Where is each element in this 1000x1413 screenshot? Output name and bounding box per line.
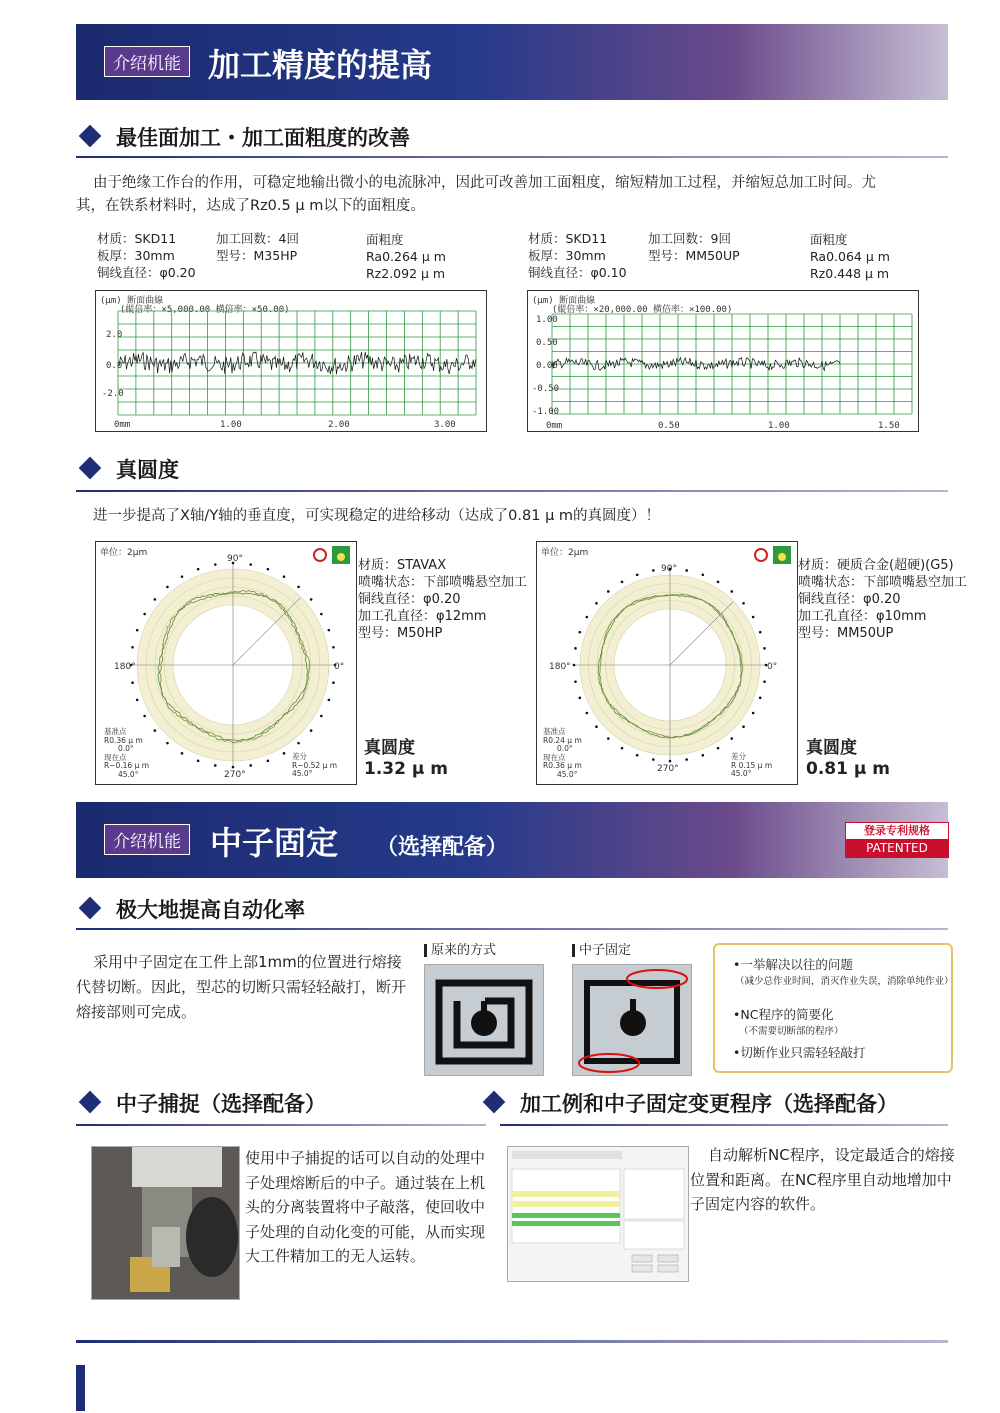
reference-point: 基准点 R0.24 μ m 0.0° 现在点 R0.36 μ m 45.0° xyxy=(543,727,582,779)
spec-right-2: 加工回数：9回 型号：MM50UP xyxy=(648,231,740,263)
core-diagram-icon xyxy=(425,965,543,1075)
section-paragraph: 由于绝缘工作台的作用，可稳定地输出微小的电流脉冲，因此可改善加工面粗度，缩短精加工过程，并缩短总加工时间。尤其，在铁系材料时，达成了Rz0.5 μ m以下的面粗度。 xyxy=(76,175,876,214)
angle-label: 270° xyxy=(657,764,679,774)
diamond-icon xyxy=(79,1091,102,1114)
section-surface-roughness xyxy=(76,120,948,154)
xtick: 0.50 xyxy=(658,421,680,431)
angle-tick xyxy=(297,742,300,745)
angle-tick xyxy=(685,569,688,572)
angle-tick xyxy=(310,598,313,601)
banner-tag: 介绍机能 xyxy=(104,824,190,855)
conventional-method-image xyxy=(424,964,544,1076)
angle-tick xyxy=(636,573,639,576)
angle-tick xyxy=(573,664,576,667)
angle-tick xyxy=(702,754,705,757)
angle-tick xyxy=(320,715,323,718)
angle-tick xyxy=(685,758,688,761)
section-core-catch xyxy=(76,1086,456,1120)
angle-tick xyxy=(636,754,639,757)
section-title: 最佳面加工・加工面粗度的改善 xyxy=(116,126,410,150)
section-title: 加工例和中子固定变更程序（选择配备） xyxy=(520,1092,898,1116)
machine-photo-icon xyxy=(92,1147,239,1299)
status-lamp xyxy=(337,553,345,561)
status-lamp xyxy=(778,553,786,561)
section-title: 中子捕捉（选择配备） xyxy=(116,1092,326,1116)
angle-tick xyxy=(752,712,755,715)
angle-tick xyxy=(752,616,755,619)
roundness-value-left: 真圆度 1.32 μ m xyxy=(364,738,449,779)
angle-tick xyxy=(669,760,672,763)
angle-tick xyxy=(652,569,655,572)
patent-badge: 登录专利规格 PATENTED xyxy=(845,822,949,858)
chart-header: (μm) 断面曲線 xyxy=(532,296,596,306)
angle-tick xyxy=(717,747,720,750)
angle-tick xyxy=(232,766,235,769)
angle-tick xyxy=(742,602,745,605)
spec-left: 材质：SKD11 板厚：30mm 铜线直径：φ0.20 xyxy=(97,231,196,280)
angle-tick xyxy=(143,613,146,616)
section-automation xyxy=(76,892,948,926)
difference: 差分 R−0.52 μ m 45.0° xyxy=(292,752,338,778)
roughness-chart-right xyxy=(527,290,919,432)
angle-tick xyxy=(586,712,589,715)
ytick: -1.00 xyxy=(532,407,560,417)
angle-tick xyxy=(249,563,252,566)
ytick: 1.00 xyxy=(536,315,558,325)
angle-tick xyxy=(181,752,184,755)
angle-label: 90° xyxy=(227,554,243,564)
chart-header-2: (縦倍率：×5,000.00 横倍率：×50.00) xyxy=(120,305,290,315)
xtick: 0mm xyxy=(114,420,131,430)
roughness-chart-left xyxy=(95,290,487,432)
unit-label: 单位：2μm xyxy=(541,548,589,558)
xtick: 2.00 xyxy=(328,420,350,430)
angle-tick xyxy=(214,764,217,767)
ytick: 0.0 xyxy=(106,361,123,371)
angle-tick xyxy=(328,629,331,632)
xtick: 3.00 xyxy=(434,420,456,430)
banner-title: 加工精度的提高 xyxy=(208,46,433,84)
angle-tick xyxy=(730,737,733,740)
section-title: 极大地提高自动化率 xyxy=(116,898,305,922)
software-window-icon xyxy=(508,1147,688,1281)
angle-tick xyxy=(763,647,766,650)
angle-tick xyxy=(595,725,598,728)
angle-tick xyxy=(136,699,139,702)
xtick: 1.50 xyxy=(878,421,900,431)
banner-core-fix xyxy=(76,802,948,878)
roughness-left: 面粗度 Ra0.264 μ m Rz2.092 μ m xyxy=(366,232,446,281)
section-roundness xyxy=(76,452,948,486)
angle-tick xyxy=(730,590,733,593)
angle-tick xyxy=(621,747,624,750)
ytick: 0.00 xyxy=(536,361,558,371)
roundness-spec-left: 材质：STAVAX 喷嘴状态：下部喷嘴悬空加工 铜线直径：φ0.20 加工孔直径：φ12mm 型号：M50HP xyxy=(358,558,528,641)
chart-header-2: (縦倍率：×20,000.00 横倍率：×100.00) xyxy=(552,305,733,315)
roughness-trace-right xyxy=(528,291,918,431)
section-rule xyxy=(76,156,948,158)
image-label: 原来的方式 xyxy=(424,942,496,959)
angle-tick xyxy=(742,725,745,728)
banner-precision xyxy=(76,24,948,100)
section-title: 真圆度 xyxy=(116,458,179,482)
target-icon xyxy=(755,549,767,561)
angle-tick xyxy=(154,598,157,601)
angle-tick xyxy=(578,697,581,700)
angle-tick xyxy=(607,737,610,740)
angle-label: 270° xyxy=(224,770,246,780)
difference: 差分 R 0.15 μ m 45.0° xyxy=(731,752,773,778)
xtick: 1.00 xyxy=(768,421,790,431)
angle-tick xyxy=(154,729,157,732)
angle-tick xyxy=(131,646,134,649)
xtick: 1.00 xyxy=(220,420,242,430)
angle-tick xyxy=(267,568,270,571)
angle-tick xyxy=(267,760,270,763)
software-screenshot xyxy=(507,1146,689,1282)
ytick: -0.50 xyxy=(532,384,560,394)
angle-tick xyxy=(332,681,335,684)
chart-header: (μm) 断面曲線 xyxy=(100,296,164,306)
angle-tick xyxy=(759,697,762,700)
angle-tick xyxy=(328,699,331,702)
angle-tick xyxy=(574,647,577,650)
angle-tick xyxy=(763,680,766,683)
section-paragraph: 使用中子捕捉的话可以自动的处理中子处理熔断后的中子。通过装在上机头的分离装置将中子敲落，使回收中子处理的自动化变的可能，从而实现大工件精加工的无人运转。 xyxy=(245,1149,486,1265)
angle-tick xyxy=(717,581,720,584)
section-paragraph: 进一步提高了X轴/Y轴的垂直度，可实现稳定的进给移动（达成了0.81 μ m的真圆度）！ xyxy=(93,508,661,524)
roundness-value-right: 真圆度 0.81 μ m xyxy=(806,738,891,779)
roundness-spec-right: 材质：硬质合金(超硬)(G5) 喷嘴状态：下部喷嘴悬空加工 铜线直径：φ0.20 加工孔直径：φ10mm 型号：MM50UP xyxy=(798,558,968,641)
section-program xyxy=(480,1086,950,1120)
angle-tick xyxy=(607,590,610,593)
angle-tick xyxy=(332,646,335,649)
diamond-icon xyxy=(79,125,102,148)
ytick: -2.0 xyxy=(102,389,124,399)
spec-right: 材质：SKD11 板厚：30mm 铜线直径：φ0.10 xyxy=(528,231,627,280)
angle-tick xyxy=(283,575,286,578)
angle-tick xyxy=(621,581,624,584)
angle-tick xyxy=(143,715,146,718)
section-rule xyxy=(76,490,948,492)
target-icon xyxy=(314,549,326,561)
angle-label: 90° xyxy=(661,564,677,574)
section-rule xyxy=(76,1124,486,1126)
angle-tick xyxy=(136,629,139,632)
angle-tick xyxy=(702,573,705,576)
banner-title: 中子固定 xyxy=(210,824,339,862)
angle-tick xyxy=(283,752,286,755)
reference-point: 基准点 R0.36 μ m 0.0° 现在点 R−0.16 μ m 45.0° xyxy=(104,727,150,779)
angle-label: 180° xyxy=(549,662,571,672)
core-fix-image xyxy=(572,964,692,1076)
angle-tick xyxy=(574,680,577,683)
page-marker xyxy=(76,1365,85,1411)
angle-tick xyxy=(759,631,762,634)
diamond-icon xyxy=(79,457,102,480)
angle-label: 0° xyxy=(334,662,345,672)
diamond-icon xyxy=(483,1091,506,1114)
angle-tick xyxy=(214,563,217,566)
roundness-chart-right xyxy=(536,541,798,785)
angle-label: 180° xyxy=(114,662,136,672)
angle-label: 0° xyxy=(767,662,778,672)
section-rule xyxy=(500,1124,948,1126)
angle-tick xyxy=(652,758,655,761)
banner-tag: 介绍机能 xyxy=(104,46,190,77)
footer-rule xyxy=(76,1340,948,1343)
roundness-chart-left xyxy=(95,541,357,785)
diamond-icon xyxy=(79,897,102,920)
angle-tick xyxy=(197,760,200,763)
spec-left-2: 加工回数：4回 型号：M35HP xyxy=(216,231,299,263)
angle-tick xyxy=(249,764,252,767)
section-paragraph: 采用中子固定在工件上部1mm的位置进行熔接代替切断。因此，型芯的切断只需轻轻敲打，断开熔接部则可完成。 xyxy=(76,953,407,1021)
angle-tick xyxy=(310,729,313,732)
roughness-trace-left xyxy=(96,291,486,431)
angle-tick xyxy=(586,616,589,619)
angle-tick xyxy=(166,586,169,589)
angle-tick xyxy=(578,631,581,634)
angle-tick xyxy=(197,568,200,571)
angle-tick xyxy=(131,681,134,684)
roughness-right: 面粗度 Ra0.064 μ m Rz0.448 μ m xyxy=(810,232,890,281)
benefits-callout: •一举解决以往的问题 （减少总作业时间，消灭作业失误，消除单纯作业） •NC程序的简要化 （不需要切断部的程序） •切断作业只需轻轻敲打 xyxy=(713,943,953,1073)
unit-label: 单位：2μm xyxy=(100,548,148,558)
angle-tick xyxy=(166,742,169,745)
angle-tick xyxy=(297,586,300,589)
section-rule xyxy=(76,928,948,930)
angle-tick xyxy=(320,613,323,616)
angle-tick xyxy=(595,602,598,605)
angle-tick xyxy=(181,575,184,578)
xtick: 0mm xyxy=(546,421,563,431)
core-diagram-icon xyxy=(573,965,691,1075)
ytick: 0.50 xyxy=(536,338,558,348)
section-paragraph: 自动解析NC程序，设定最适合的熔接位置和距离。在NC程序里自动地增加中子固定内容的软件。 xyxy=(690,1146,955,1213)
core-catch-photo xyxy=(91,1146,240,1300)
image-label: 中子固定 xyxy=(572,942,631,959)
banner-subtitle: （选择配备） xyxy=(376,835,509,860)
ytick: 2.0 xyxy=(106,330,123,340)
